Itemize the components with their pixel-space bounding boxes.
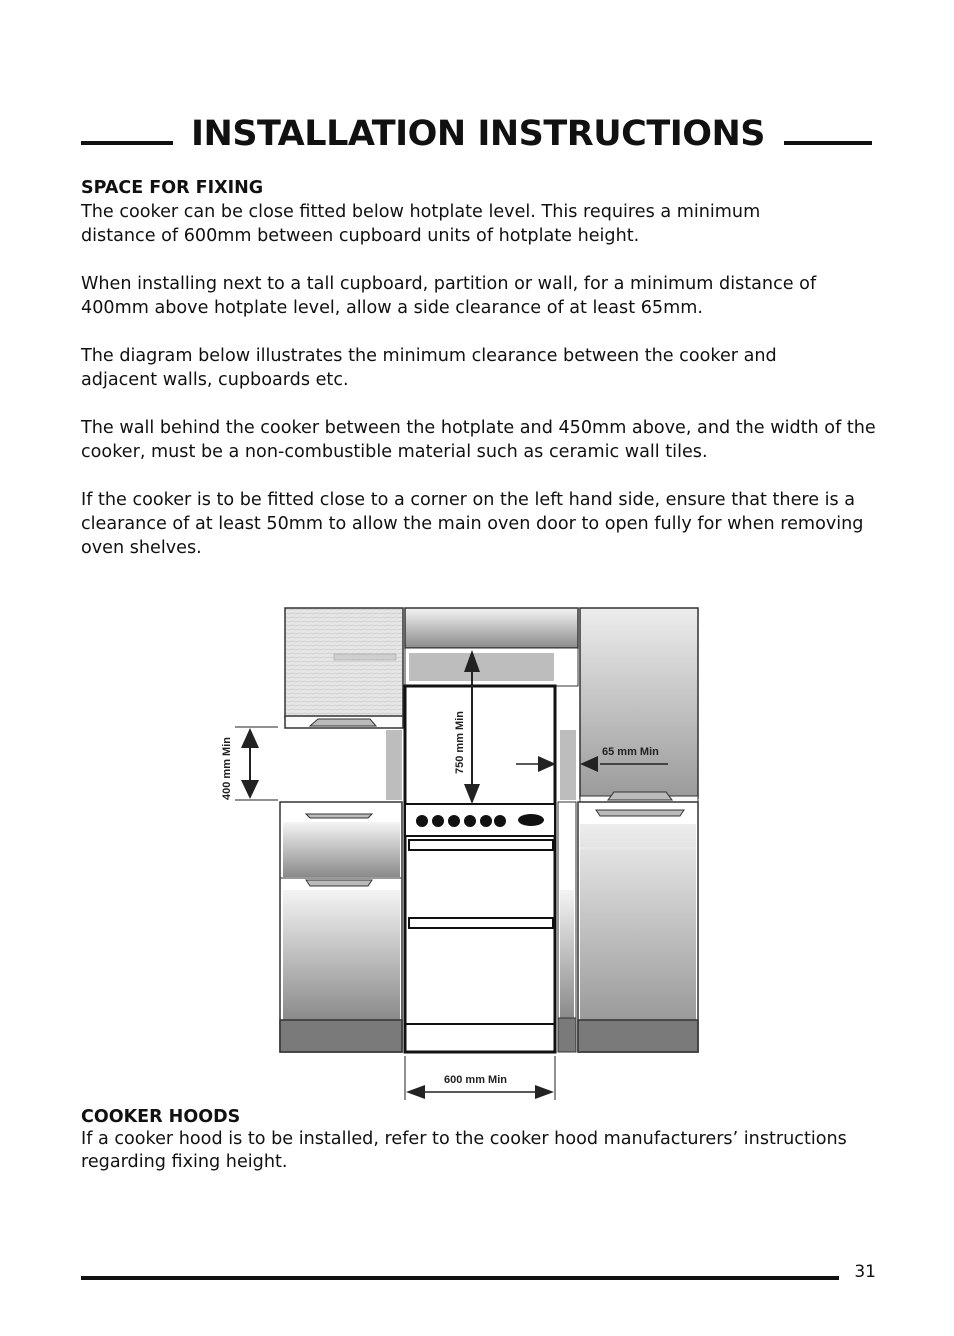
paragraph-wall-material: The wall behind the cooker between the hotplate and 450mm above, and the width of the cooker, must be a non-combustible material such as ceramic wall tiles. bbox=[81, 418, 876, 462]
space-for-fixing-section bbox=[81, 176, 881, 584]
cooker bbox=[405, 686, 555, 1052]
title-rule-left bbox=[81, 141, 173, 145]
dimension-600mm bbox=[405, 1056, 555, 1100]
left-wall-cupboard bbox=[285, 608, 403, 728]
paragraph-diagram-intro: The diagram below illustrates the minimum clearance between the cooker and adjacent walls, cupboards etc. bbox=[81, 346, 777, 390]
top-cupboard bbox=[405, 608, 578, 686]
right-gap-panel bbox=[558, 802, 576, 1052]
title-rule-right bbox=[784, 141, 872, 145]
page-number: 31 bbox=[854, 1262, 876, 1282]
paragraph-close-fitting: The cooker can be close fitted below hotplate level. This requires a minimum distance of 600mm between cupboard units of hotplate height. bbox=[81, 202, 761, 246]
label-600mm: 600 mm Min bbox=[444, 1074, 507, 1086]
label-400mm: 400 mm Min bbox=[221, 737, 233, 800]
section-heading-cooker-hoods: COOKER HOODS bbox=[81, 1107, 241, 1127]
footer-rule bbox=[81, 1276, 839, 1280]
page-title: INSTALLATION INSTRUCTIONS bbox=[191, 114, 765, 154]
section-heading-space-for-fixing: SPACE FOR FIXING bbox=[81, 178, 264, 198]
left-base-unit bbox=[280, 802, 402, 1052]
right-base-unit bbox=[578, 802, 698, 1052]
paragraph-left-corner: If the cooker is to be fitted close to a corner on the left hand side, ensure that there is a clearance of at least 50mm to allow the main oven door to open fully for when removing oven shelves. bbox=[81, 490, 864, 558]
cooker-hoods-section bbox=[81, 1106, 881, 1173]
paragraph-side-clearance: When installing next to a tall cupboard, partition or wall, for a minimum distance of 400mm above hotplate level, allow a side clearance of at least 65mm. bbox=[81, 274, 817, 318]
left-side-panel bbox=[386, 730, 402, 800]
label-65mm: 65 mm Min bbox=[602, 746, 659, 758]
dimension-400mm bbox=[221, 727, 278, 800]
label-750mm: 750 mm Min bbox=[454, 711, 466, 774]
right-side-panel bbox=[560, 730, 576, 800]
clearance-diagram bbox=[210, 600, 710, 1109]
right-tall-cupboard bbox=[580, 608, 698, 804]
paragraph-cooker-hoods: If a cooker hood is to be installed, refer to the cooker hood manufacturers’ instructions regarding fixing height. bbox=[81, 1129, 847, 1172]
